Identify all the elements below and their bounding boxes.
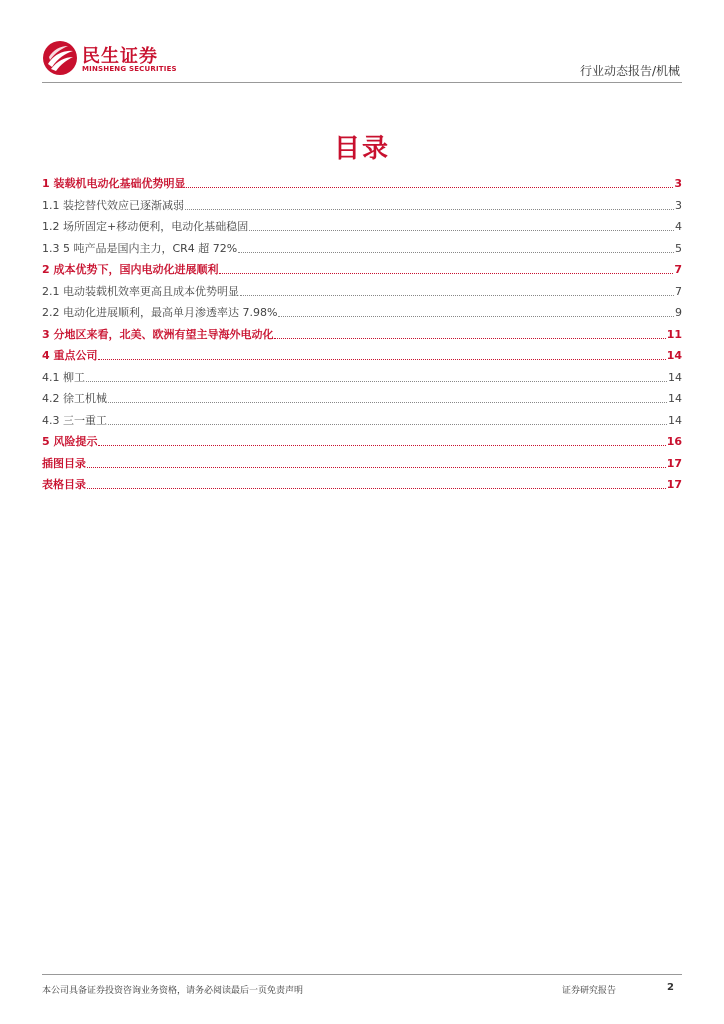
- toc-entry-page: 14: [668, 413, 682, 427]
- toc-entry[interactable]: [42, 195, 682, 217]
- toc-leader-dots: [238, 252, 674, 253]
- toc-entry-page: 7: [674, 263, 682, 276]
- toc-entry-page: 14: [666, 349, 682, 362]
- toc-leader-dots: [108, 424, 667, 425]
- toc-entry-page: 3: [674, 177, 682, 190]
- page-header: [0, 0, 724, 86]
- toc-entry-label: 2.2 电动化进展顺利，最高单月渗透率达 7.98%: [42, 306, 278, 319]
- toc-entry-label: 2 成本优势下，国内电动化进展顺利: [42, 263, 219, 276]
- toc-entry[interactable]: [42, 216, 682, 238]
- toc-entry-page: 11: [666, 327, 682, 341]
- toc-leader-dots: [278, 316, 674, 317]
- toc-entry-label: 4.1 柳工: [42, 370, 85, 384]
- toc-entry-page: 3: [675, 198, 682, 212]
- toc-entry-page: 9: [675, 306, 682, 319]
- toc-entry[interactable]: [42, 173, 682, 195]
- toc-leader-dots: [87, 488, 666, 489]
- toc-entry-label: 5 风险提示: [42, 435, 98, 448]
- toc-entry[interactable]: [42, 410, 682, 432]
- toc-entry[interactable]: [42, 281, 682, 303]
- minsheng-logo: [42, 40, 182, 80]
- toc-entry-label: 表格目录: [42, 478, 86, 491]
- footer-disclaimer: 本公司具备证券投资咨询业务资格，请务必阅读最后一页免责声明: [42, 986, 304, 996]
- toc-leader-dots: [186, 187, 673, 188]
- toc-leader-dots: [86, 381, 667, 382]
- toc-leader-dots: [98, 445, 665, 446]
- toc-title: 目录: [333, 134, 390, 164]
- toc-entry[interactable]: [42, 474, 682, 496]
- toc-entry[interactable]: [42, 324, 682, 346]
- toc-entry-page: 14: [668, 370, 682, 384]
- toc-entry-label: 4.3 三一重工: [42, 413, 107, 427]
- toc-entry-label: 4.2 徐工机械: [42, 392, 107, 405]
- toc-entry[interactable]: [42, 302, 682, 324]
- toc-entry-label: 2.1 电动装载机效率更高且成本优势明显: [42, 284, 239, 298]
- toc-entry[interactable]: [42, 367, 682, 389]
- toc-entry-page: 5: [675, 241, 682, 255]
- page-number: 2: [667, 982, 674, 993]
- toc-entry-label: 插图目录: [42, 456, 86, 470]
- header-divider: [42, 82, 682, 83]
- toc-entry-label: 1 装载机电动化基础优势明显: [42, 177, 186, 190]
- logo-chinese-name: 民生证券: [82, 46, 158, 67]
- toc-leader-dots: [98, 359, 665, 360]
- toc-entry[interactable]: [42, 431, 682, 453]
- toc-leader-dots: [240, 295, 674, 296]
- toc-leader-dots: [87, 467, 666, 468]
- toc-leader-dots: [108, 402, 667, 403]
- toc-entry-label: 3 分地区来看，北美、欧洲有望主导海外电动化: [42, 327, 274, 341]
- toc-entry-page: 17: [666, 456, 682, 470]
- toc-entry[interactable]: [42, 345, 682, 367]
- toc-leader-dots: [185, 209, 674, 210]
- toc-entry[interactable]: [42, 259, 682, 281]
- report-category: 行业动态报告/机械: [579, 64, 680, 78]
- toc-leader-dots: [249, 230, 674, 231]
- toc-leader-dots: [219, 273, 673, 274]
- footer-report-type: 证券研究报告: [562, 986, 617, 996]
- toc-leader-dots: [274, 338, 665, 339]
- toc-entry[interactable]: [42, 453, 682, 475]
- toc-entry-page: 7: [675, 284, 682, 298]
- toc-entry-page: 14: [668, 392, 682, 405]
- toc-entry-page: 4: [675, 220, 682, 233]
- toc-list: [42, 173, 682, 496]
- toc-entry-label: 1.3 5 吨产品是国内主力，CR4 超 72%: [42, 241, 238, 255]
- toc-entry-label: 1.1 装挖替代效应已逐渐减弱: [42, 198, 184, 212]
- toc-entry-page: 16: [666, 435, 682, 448]
- toc-entry[interactable]: [42, 238, 682, 260]
- toc-entry[interactable]: [42, 388, 682, 410]
- logo-english-name: MINSHENG SECURITIES: [82, 65, 177, 73]
- minsheng-logo-icon: [42, 40, 78, 76]
- toc-entry-label: 1.2 场所固定+移动便利，电动化基础稳固: [42, 220, 249, 233]
- toc-entry-label: 4 重点公司: [42, 349, 98, 362]
- toc-entry-page: 17: [666, 478, 682, 491]
- footer-divider: [42, 974, 682, 975]
